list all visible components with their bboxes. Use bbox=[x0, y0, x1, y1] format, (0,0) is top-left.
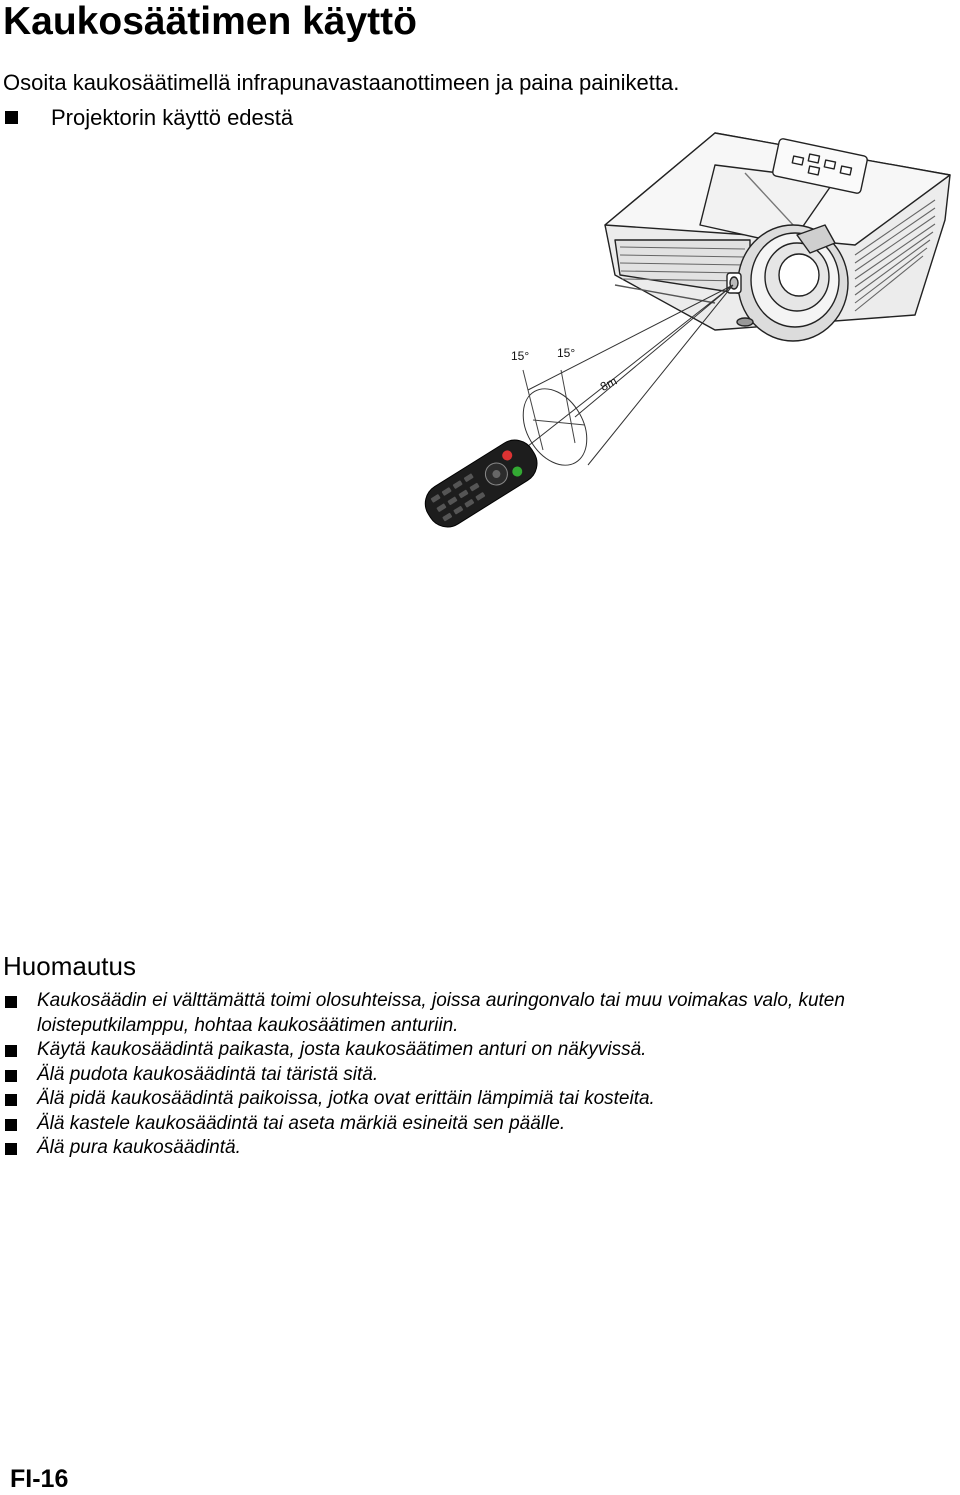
note-text: Käytä kaukosäädintä paikasta, josta kaukosäätimen anturi on näkyvissä. bbox=[37, 1039, 647, 1060]
note-text: Älä pudota kaukosäädintä tai täristä sitä. bbox=[37, 1063, 379, 1085]
square-bullet-icon bbox=[5, 111, 18, 124]
note-item bbox=[0, 989, 960, 1038]
note-item bbox=[0, 1136, 960, 1161]
page-number: FI-16 bbox=[10, 1465, 69, 1493]
square-bullet-icon bbox=[5, 996, 17, 1008]
remote-control-image bbox=[418, 433, 545, 535]
note-item bbox=[0, 1038, 960, 1063]
note-list bbox=[0, 989, 960, 1161]
distance-label: 8m bbox=[597, 373, 620, 394]
square-bullet-icon bbox=[5, 1045, 17, 1057]
note-text: Älä kastele kaukosäädintä tai aseta märkiä esineitä sen päälle. bbox=[37, 1112, 566, 1134]
page-title: Kaukosäätimen käyttö bbox=[3, 0, 417, 43]
front-use-label: Projektorin käyttö edestä bbox=[51, 105, 294, 130]
square-bullet-icon bbox=[5, 1143, 17, 1155]
square-bullet-icon bbox=[5, 1119, 17, 1131]
note-text: Älä pidä kaukosäädintä paikoissa, jotka ovat erittäin lämpimiä tai kosteita. bbox=[37, 1088, 655, 1109]
square-bullet-icon bbox=[5, 1094, 17, 1106]
note-item bbox=[0, 1112, 960, 1137]
note-text: Älä pura kaukosäädintä. bbox=[37, 1137, 241, 1158]
projector-image bbox=[605, 133, 950, 341]
square-bullet-icon bbox=[5, 1070, 17, 1082]
remote-projector-illustration bbox=[415, 125, 960, 545]
angle-label-left: 15° bbox=[511, 349, 530, 363]
note-item bbox=[0, 1087, 960, 1112]
note-item bbox=[0, 1063, 960, 1088]
note-text: Kaukosäädin ei välttämättä toimi olosuhteissa, joissa auringonvalo tai muu voimakas valo, kuten loisteputkilamppu, hohtaa kaukosäätimen anturiin. bbox=[37, 990, 845, 1036]
intro-paragraph: Osoita kaukosäätimellä infrapunavastaanottimeen ja paina painiketta. bbox=[3, 70, 680, 95]
note-heading: Huomautus bbox=[3, 951, 136, 981]
angle-label-right: 15° bbox=[557, 346, 576, 360]
